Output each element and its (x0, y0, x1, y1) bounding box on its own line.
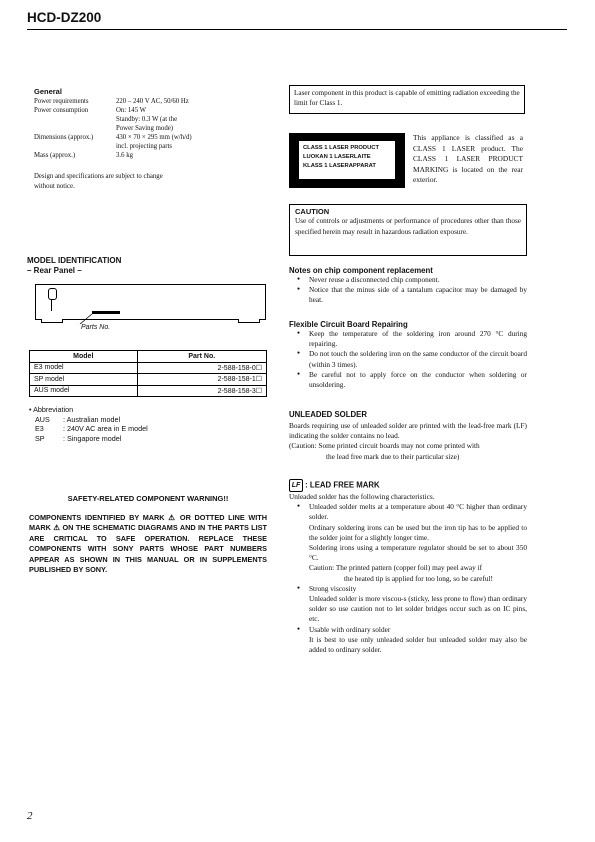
safety-warning-text: COMPONENTS IDENTIFIED BY MARK ⚠ OR DOTTED LINE WITH MARK ⚠ ON THE SCHEMATIC DIAGRAMS AND IN THE PARTS LIST ARE CRITICAL TO SAFE OPERATION. REPLACE THESE COMPONENTS WITH SONY PARTS WHOSE PART NUMBERS APPEAR AS SHOWN IN THIS MANUAL OR IN SUPPLEMENTS PUBLISHED BY SONY. (29, 513, 267, 575)
section-title: LF : LEAD FREE MARK (289, 479, 527, 492)
general-heading: General (34, 87, 62, 96)
model-identification-heading: MODEL IDENTIFICATION – Rear Panel – (27, 256, 122, 275)
column-header: Part No. (137, 351, 266, 363)
list-item: ● Unleaded solder melts at a temperature about 40 °C higher than ordinary solder. Ordinary soldering irons can be used but the iron tip has to be applied to the solder joint for a slightly longer time. Soldering irons using a temperature regulator should be set to about 350 °C. Caution: The printed pattern (copper foil) may peel away if the heated tip is applied for too long, so be careful! (289, 502, 527, 584)
table-row: SP model 2-588-158-1☐ (30, 374, 267, 386)
table-header-row (30, 351, 267, 363)
bullet-list (289, 329, 527, 390)
spec-note: Design and specifications are subject to change without notice. (34, 173, 163, 190)
spec-row: Power consumption On: 145 W Standby: 0.3 W (at the Power Saving mode) (34, 107, 178, 132)
model-parts-table (29, 350, 267, 397)
list-item: ● Never reuse a disconnected chip component. (289, 275, 527, 285)
spec-row: Dimensions (approx.) 430 × 70 × 295 mm (w/h/d) incl. projecting parts (34, 134, 192, 150)
lead-free-intro: Unleaded solder has the following characteristics. (289, 492, 435, 501)
column-header: Model (30, 351, 138, 363)
list-item: ● Strong viscosity Unleaded solder is more viscou-s (sticky, less prone to flow) than ordinary solder so use caution not to let solder bridges occur such as on IC pins, etc. (289, 584, 527, 625)
laser-class-description: This appliance is classified as a CLASS 1 LASER product. The CLASS 1 LASER PRODUCT MARKING is located on the rear exterior. (413, 133, 523, 184)
lead-free-icon: LF (289, 479, 303, 492)
unleaded-solder-section (289, 410, 527, 462)
spec-row: Power requirements 220 – 240 V AC, 50/60 Hz (34, 98, 189, 105)
laser-notice-box: Laser component in this product is capable of emitting radiation exceeding the limit for Class 1. (289, 85, 525, 114)
list-item: ● Be careful not to apply force on the conductor when soldering or unsoldering. (289, 370, 527, 390)
chip-replacement-section (289, 266, 527, 306)
laser-class-label (289, 133, 405, 188)
caution-title: CAUTION (295, 207, 330, 216)
section-title: Flexible Circuit Board Repairing (289, 320, 408, 329)
unleaded-text: Boards requiring use of unleaded solder are printed with the lead-free mark (LF) indicating the solder contains no lead. (289, 421, 527, 441)
section-title: Notes on chip component replacement (289, 266, 433, 275)
safety-warning-title: SAFETY-RELATED COMPONENT WARNING!! (67, 494, 229, 503)
foot-right (238, 319, 260, 323)
bullet-list (289, 275, 527, 306)
caution-text: Use of controls or adjustments or performance of procedures other than those specified herein may result in hazardous radiation exposure. (295, 217, 521, 236)
power-cord-icon (48, 288, 57, 300)
spec-row: Mass (approx.) 3.6 kg (34, 152, 133, 159)
foot-left (41, 319, 63, 323)
cord-line (51, 299, 52, 311)
table-row: AUS model 2-588-158-3☐ (30, 385, 267, 397)
list-item: ● Usable with ordinary solder It is best to use only unleaded solder but unleaded solder may also be added to ordinary solder. (289, 625, 527, 656)
unleaded-caution: (Caution: Some printed circuit boards may not come printed with (289, 441, 480, 451)
table-row: E3 model 2-588-158-0☐ (30, 362, 267, 374)
page-number: 2 (27, 810, 33, 822)
list-item: ● Do not touch the soldering iron on the same conductor of the circuit board (within 3 times). (289, 349, 527, 369)
bullet-list (289, 502, 527, 655)
model-title: HCD-DZ200 (27, 10, 102, 25)
unleaded-caution-cont: the lead free mark due to their particular size) (326, 451, 460, 461)
list-item: E3 : 240V AC area in E model (35, 424, 148, 433)
list-item: SP : Singapore model (35, 433, 122, 443)
spec-list (34, 97, 259, 160)
list-item: ● Keep the temperature of the soldering iron around 270 °C during repairing. (289, 329, 527, 349)
section-title: UNLEADED SOLDER (289, 410, 367, 419)
header-rule (27, 29, 567, 30)
list-item: AUS : Australian model (35, 414, 121, 424)
laser-label-text: CLASS 1 LASER PRODUCT LUOKAN 1 LASERLAITE KLASS 1 LASERAPPARAT (299, 141, 395, 179)
caution-box (289, 204, 527, 256)
parts-no-label: Parts No. (81, 324, 111, 331)
list-item: ● Notice that the minus side of a tantalum capacitor may be damaged by heat. (289, 285, 527, 305)
abbreviation-list: • Abbreviation AUS : Australian model E3 : 240V AC area in E model SP : Singapore model (29, 405, 148, 443)
lead-free-section (289, 479, 527, 655)
flex-board-section (289, 320, 527, 390)
